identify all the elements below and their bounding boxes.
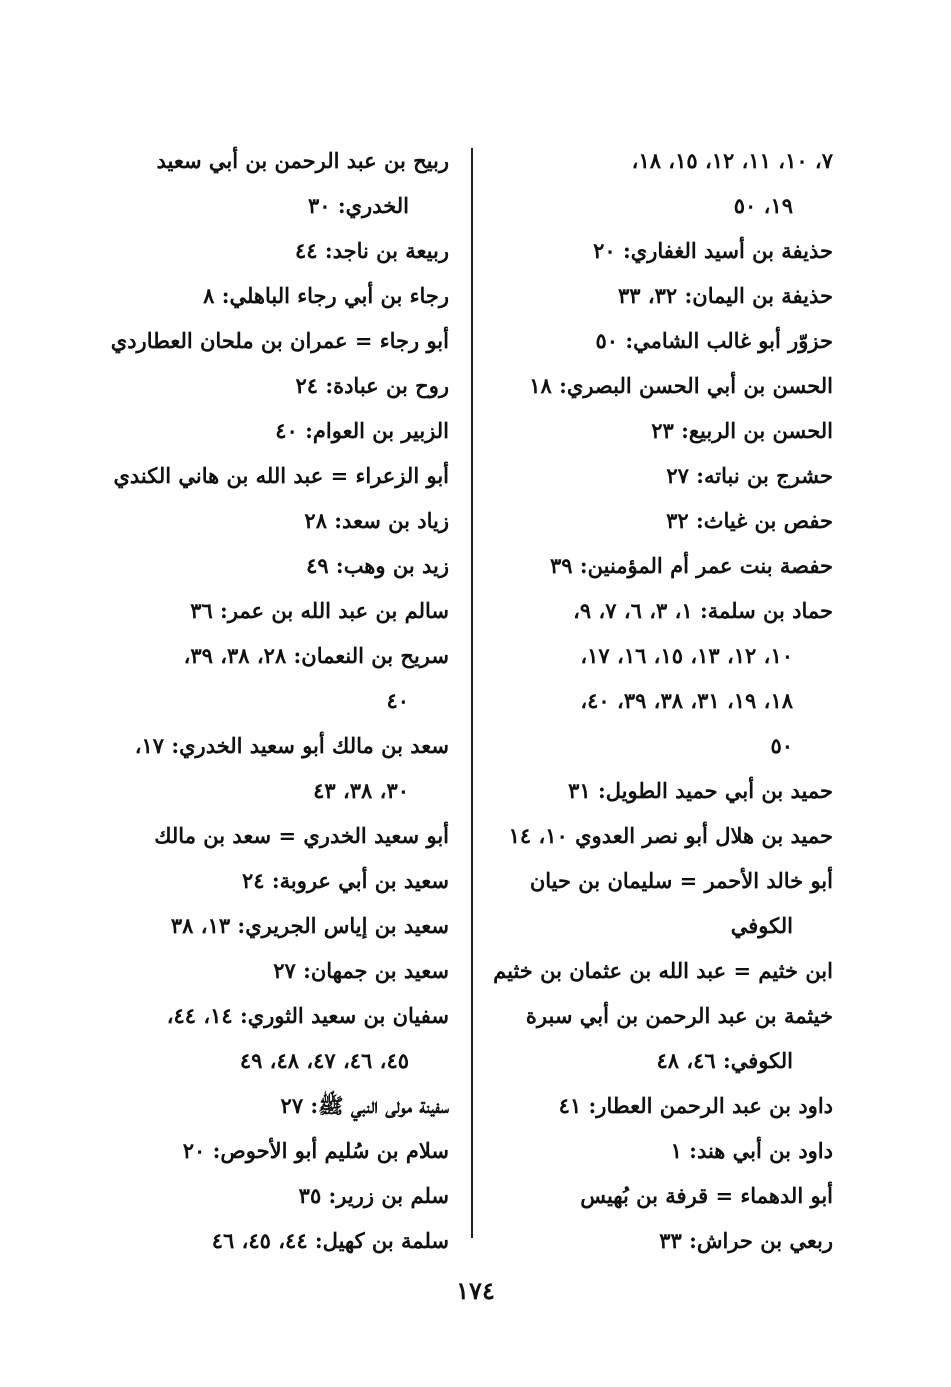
index-entry-continuation: ١٨، ١٩، ٣١، ٣٨، ٣٩، ٤٠،: [580, 688, 793, 713]
index-entry: [99, 1173, 449, 1218]
index-entry-continuation: ١٠، ١٢، ١٣، ١٥، ١٦، ١٧،: [580, 643, 793, 668]
index-entry: [495, 228, 833, 273]
index-entry-text: سلمة بن كهيل: ٤٤، ٤٥، ٤٦: [211, 1228, 449, 1253]
index-entry-text: أبو الزعراء = عبد الله بن هاني الكندي: [113, 463, 449, 488]
index-entry-text: أبو الدهماء = قرفة بن بُهيس: [580, 1183, 833, 1208]
index-entry-text: ربيعة بن ناجد: ٤٤: [294, 238, 449, 263]
index-entry: [99, 993, 449, 1083]
index-entry: [99, 633, 449, 723]
index-entry: [99, 318, 449, 363]
index-entry: [99, 363, 449, 408]
index-entry: [99, 408, 449, 453]
index-entry-text: داود بن عبد الرحمن العطار: ٤١: [558, 1093, 833, 1118]
index-column-left: [99, 138, 449, 1263]
index-entry: [99, 543, 449, 588]
index-entry: [495, 1083, 833, 1128]
index-entry-continuation: ٣٠، ٣٨، ٤٣: [313, 778, 409, 803]
index-entry-text: رجاء بن أبي رجاء الباهلي: ٨: [203, 283, 449, 308]
index-entry-text: سلام بن سُليم أبو الأحوص: ٢٠: [182, 1138, 449, 1163]
index-entry-text: حذيفة بن اليمان: ٣٢، ٣٣: [618, 283, 833, 308]
column-divider: [471, 148, 473, 1238]
index-entry-text: الحسن بن أبي الحسن البصري: ١٨: [529, 373, 833, 398]
index-entry: [99, 948, 449, 993]
index-entry: [495, 363, 833, 408]
index-entry-text: حذيفة بن أسيد الغفاري: ٢٠: [593, 238, 833, 263]
index-entry-text: الزبير بن العوام: ٤٠: [275, 418, 449, 443]
index-entry: [495, 318, 833, 363]
index-entry: [495, 588, 833, 678]
index-entry-text: سعيد بن جمهان: ٢٧: [273, 958, 449, 983]
index-entry: [99, 813, 449, 858]
index-entry-text: روح بن عبادة: ٢٤: [295, 373, 449, 398]
index-entry: [99, 1218, 449, 1263]
index-entry: [99, 228, 449, 273]
index-entry: [495, 138, 833, 228]
index-entry: [99, 858, 449, 903]
index-entry: [99, 138, 449, 228]
index-entry-continuation: ٤٠: [386, 688, 409, 713]
index-entry: [99, 1083, 449, 1128]
index-entry-text: حفص بن غياث: ٣٢: [666, 508, 833, 533]
index-entry-text: سريح بن النعمان: ٢٨، ٣٨، ٣٩،: [183, 643, 449, 668]
index-entry-text: حفصة بنت عمر أم المؤمنين: ٣٩: [550, 553, 833, 578]
index-entry: [99, 273, 449, 318]
index-entry-text: أبو رجاء = عمران بن ملحان العطاردي: [110, 328, 449, 353]
index-entry-text: سفينة مولى النبي ﷺ: ٢٧: [280, 1093, 449, 1118]
index-entry-text: ربعي بن حراش: ٣٣: [659, 1228, 833, 1253]
index-entry-text: حميد بن هلال أبو نصر العدوي ١٠، ١٤: [508, 823, 833, 848]
index-entry: [495, 453, 833, 498]
index-entry-continuation: ٥٠: [770, 733, 793, 758]
page-number: ١٧٤: [456, 1276, 495, 1305]
index-entry: [495, 498, 833, 543]
index-entry-text: ربيح بن عبد الرحمن بن أبي سعيد: [156, 148, 449, 173]
index-entry-text: حماد بن سلمة: ١، ٣، ٦، ٧، ٩،: [573, 598, 833, 623]
index-entry: [495, 1218, 833, 1263]
index-entry: [495, 858, 833, 948]
index-entry-text: سعد بن مالك أبو سعيد الخدري: ١٧،: [134, 733, 449, 758]
index-entry: [495, 678, 833, 723]
index-entry: [495, 1128, 833, 1173]
index-entry-text: ٧، ١٠، ١١، ١٢، ١٥، ١٨،: [631, 148, 833, 173]
index-entry-text: سالم بن عبد الله بن عمر: ٣٦: [190, 598, 449, 623]
index-entry-text: سلم بن زرير: ٣٥: [298, 1183, 449, 1208]
index-entry: [495, 543, 833, 588]
index-entry-text: حشرج بن نباته: ٢٧: [666, 463, 833, 488]
index-entry-text: الحسن بن الربيع: ٢٣: [651, 418, 833, 443]
index-entry: [495, 993, 833, 1083]
index-entry: [99, 498, 449, 543]
index-entry-text: سعيد بن أبي عروبة: ٢٤: [241, 868, 449, 893]
index-entry: [99, 588, 449, 633]
index-entry: [495, 723, 833, 768]
index-entry: [99, 453, 449, 498]
index-entry-continuation: الخدري: ٣٠: [307, 193, 409, 218]
index-entry-text: سعيد بن إياس الجريري: ١٣، ٣٨: [170, 913, 449, 938]
index-entry: [495, 273, 833, 318]
index-entry-continuation: الكوفي: ٤٦، ٤٨: [656, 1048, 793, 1073]
index-entry-text: حزوّر أبو غالب الشامي: ٥٠: [595, 328, 833, 353]
index-entry-text: داود بن أبي هند: ١: [670, 1138, 833, 1163]
index-entry: [99, 723, 449, 813]
index-entry-text: زياد بن سعد: ٢٨: [304, 508, 449, 533]
index-entry-text: زيد بن وهب: ٤٩: [306, 553, 449, 578]
index-entry-continuation: ١٩، ٥٠: [733, 193, 793, 218]
index-entry: [495, 948, 833, 993]
index-entry: [495, 768, 833, 813]
index-entry: [99, 1128, 449, 1173]
index-entry-text: ابن خثيم = عبد الله بن عثمان بن خثيم: [493, 958, 833, 983]
index-entry: [495, 1173, 833, 1218]
index-entry: [99, 903, 449, 948]
index-entry-text: أبو خالد الأحمر = سليمان بن حيان: [529, 868, 833, 893]
index-entry-text: حميد بن أبي حميد الطويل: ٣١: [568, 778, 833, 803]
index-column-right: [495, 138, 833, 1263]
index-entry-text: سفيان بن سعيد الثوري: ١٤، ٤٤،: [166, 1003, 449, 1028]
index-entry-continuation: ٤٥، ٤٦، ٤٧، ٤٨، ٤٩: [239, 1048, 409, 1073]
index-entry: [495, 813, 833, 858]
index-entry-text: خيثمة بن عبد الرحمن بن أبي سبرة: [525, 1003, 833, 1028]
index-entry: [495, 408, 833, 453]
index-entry-text: أبو سعيد الخدري = سعد بن مالك: [154, 823, 449, 848]
index-entry-continuation: الكوفي: [730, 913, 793, 938]
